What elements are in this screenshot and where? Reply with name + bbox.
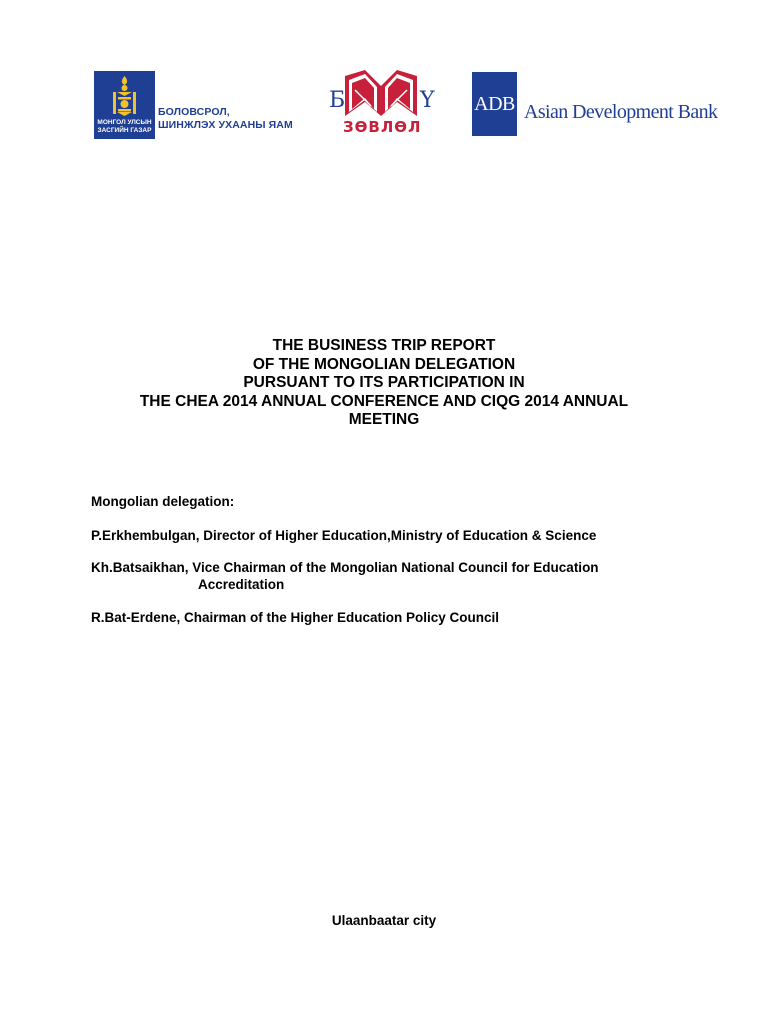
- city-label: Ulaanbaatar city: [331, 913, 437, 928]
- ministry-name-line-1: БОЛОВСРОЛ,: [158, 106, 230, 118]
- council-letter-left: Б: [329, 88, 346, 113]
- delegation-member-3: R.Bat-Erdene, Chairman of the Higher Education Policy Council: [91, 610, 500, 625]
- council-name: ЗӨВЛӨЛ: [343, 118, 422, 136]
- council-letter-right: Ү: [420, 88, 435, 113]
- title-line-4: THE CHEA 2014 ANNUAL CONFERENCE AND CIQG 2014 ANNUAL: [139, 392, 629, 410]
- delegation-member-2: Kh.Batsaikhan, Vice Chairman of the Mongolian National Council for Education: [91, 560, 599, 575]
- adb-logo: [472, 72, 718, 136]
- soyombo-emblem-icon: [108, 75, 141, 117]
- emblem-caption-1: МОНГОЛ УЛСЫН: [97, 119, 152, 126]
- title-line-5: MEETING: [348, 411, 420, 428]
- delegation-member-2-continued: Accreditation: [198, 577, 285, 592]
- delegation-heading: Mongolian delegation:: [91, 494, 235, 509]
- title-line-1: THE BUSINESS TRIP REPORT: [272, 337, 496, 354]
- title-line-2: OF THE MONGOLIAN DELEGATION: [252, 355, 516, 373]
- adb-name: Asian Development Bank: [524, 101, 718, 123]
- delegation-member-1: P.Erkhembulgan, Director of Higher Education,Ministry of Education & Science: [91, 528, 597, 543]
- ministry-name-line-2: ШИНЖЛЭХ УХААНЫ ЯАМ: [158, 119, 293, 131]
- council-logo: [326, 68, 438, 140]
- ministry-emblem: [94, 71, 155, 139]
- report-title: [84, 337, 684, 430]
- title-line-3: PURSUANT TO ITS PARTICIPATION IN: [243, 374, 525, 391]
- emblem-caption-2: ЗАСГИЙН ГАЗАР: [97, 127, 152, 134]
- ministry-logo: [94, 71, 296, 139]
- ministry-name: [158, 106, 293, 132]
- open-book-icon: [343, 68, 419, 118]
- adb-abbreviation: ADB: [472, 72, 517, 136]
